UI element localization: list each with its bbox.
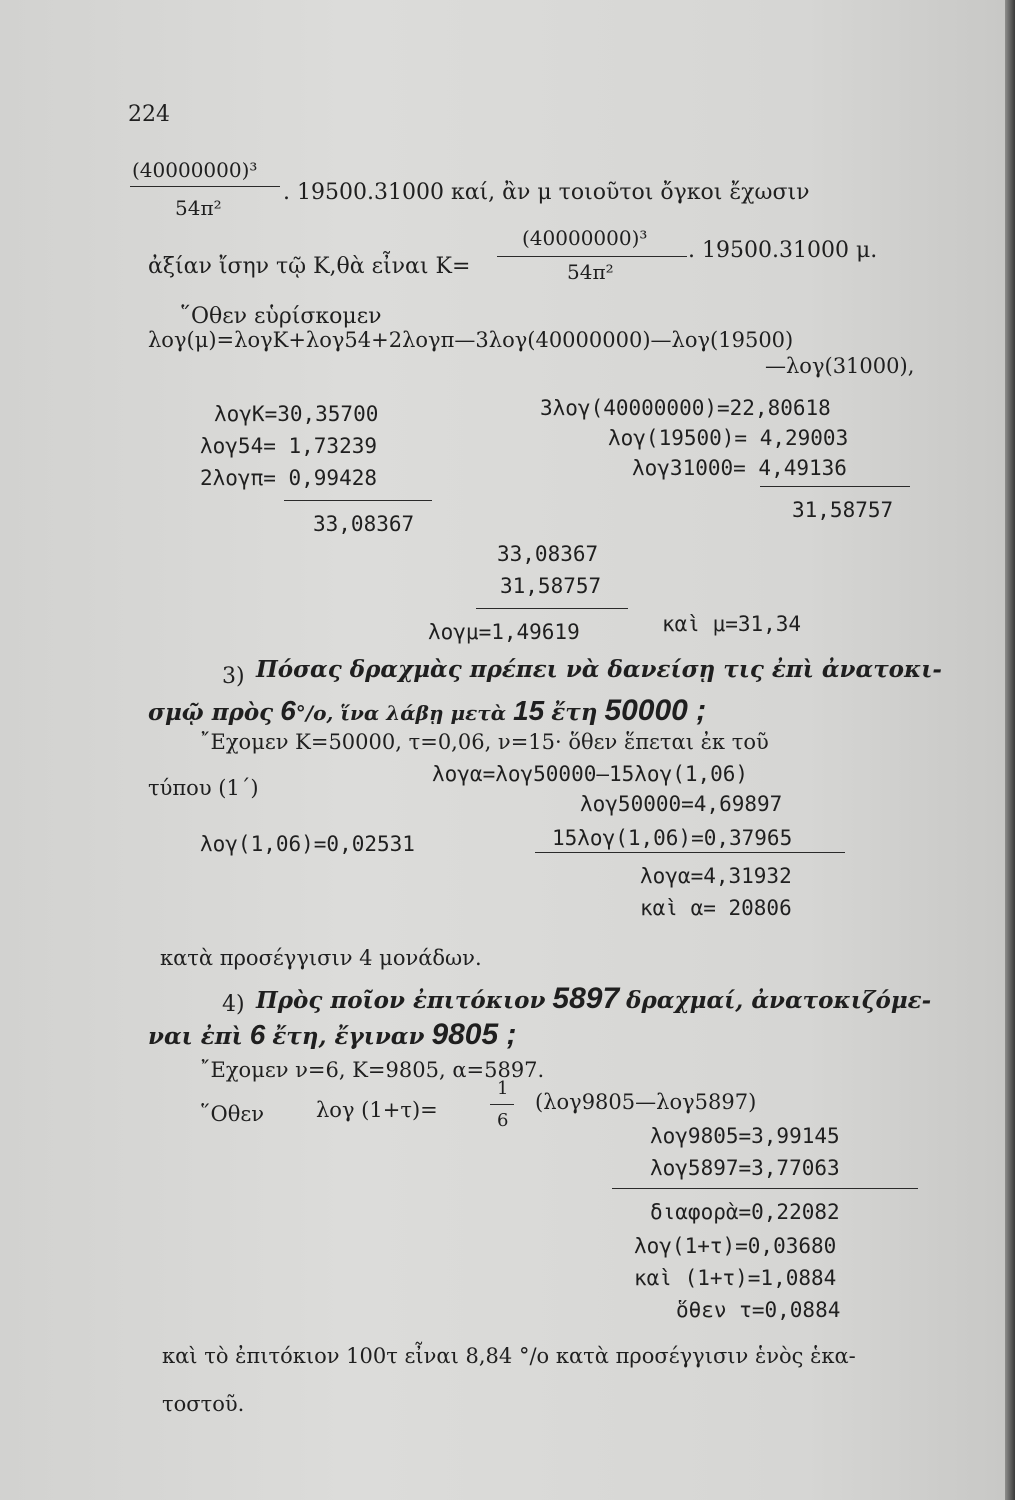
calc-line: λογ(1,06)=0,02531	[200, 832, 415, 856]
calc-line: 3λογ(40000000)=22,80618	[540, 396, 831, 420]
problem-text: Πόσας δραχμὰς πρέπει νὰ δανείσῃ τις ἐπὶ ἀνατοκι-	[256, 656, 942, 683]
problem-number-value: 9805 ;	[431, 1018, 517, 1051]
calc-line: λογα=λογ50000—15λογ(1,06)	[432, 762, 749, 786]
calc-line: λογ(19500)= 4,29003	[608, 426, 849, 450]
text-line: ῎Εχομεν ν=6, Κ=9805, α=5897.	[200, 1058, 545, 1082]
equation-line: —λογ(31000),	[765, 354, 915, 378]
calc-line: 31,58757	[500, 574, 602, 598]
calc-result: λογμ=1,49619	[428, 620, 580, 644]
problem-text: Πρὸς ποῖον ἐπιτόκιον	[256, 987, 546, 1014]
calc-line: λογ31000= 4,49136	[632, 456, 847, 480]
problem-number-value: 15	[513, 695, 545, 726]
text-line: ῞Οθεν εὑρίσκομεν	[180, 304, 382, 329]
text-line: . 19500.31000 καί, ἂν μ τοιοῦτοι ὄγκοι ἔχωσιν	[283, 180, 810, 205]
calc-result: καὶ (1+τ)=1,0884	[634, 1266, 837, 1290]
fraction-bar	[490, 1104, 514, 1105]
calc-result: καὶ μ=31,34	[662, 612, 802, 636]
calc-line: 2λογπ= 0,99428	[200, 466, 378, 490]
problem-text: ἔτη, ἔγιναν	[272, 1023, 425, 1050]
problem-number: 4)	[222, 992, 245, 1017]
calc-result: λογ(1+τ)=0,03680	[634, 1234, 837, 1258]
calc-line: 15λογ(1,06)=0,37965	[552, 826, 793, 850]
text-line: τοστοῦ.	[162, 1392, 245, 1416]
fraction-numerator: (40000000)³	[132, 158, 258, 182]
problem-text: δραχμαί, ἀνατοκιζόμε-	[626, 987, 932, 1014]
problem-text: σμῷ πρὸς	[148, 699, 274, 726]
calc-result: διαφορὰ=0,22082	[650, 1200, 840, 1224]
sum-rule	[760, 486, 910, 487]
sum-rule	[612, 1188, 918, 1189]
page-number: 224	[128, 102, 170, 127]
fraction-numerator: 1	[497, 1078, 509, 1099]
problem-text: ἔτη	[551, 699, 598, 726]
fraction-denominator: 54π²	[567, 260, 614, 284]
text-line: κατὰ προσέγγισιν 4 μονάδων.	[160, 946, 482, 970]
problem-number: 3)	[222, 664, 245, 689]
problem-number-value: 6	[280, 695, 296, 726]
text-line: ῎Εχομεν Κ=50000, τ=0,06, ν=15· ὅθεν ἕπεται ἐκ τοῦ	[200, 730, 769, 754]
text-line: . 19500.31000 μ.	[688, 238, 878, 263]
fraction-bar	[497, 256, 687, 257]
text-line: τύπου (1΄)	[148, 776, 259, 800]
problem-number-value: 6	[249, 1019, 266, 1050]
fraction-numerator: (40000000)³	[522, 226, 648, 250]
fraction-bar	[130, 186, 280, 187]
problem-number-value: 50000 ;	[604, 694, 707, 727]
calc-line: λογ54= 1,73239	[200, 434, 378, 458]
page-edge	[1005, 0, 1015, 1500]
calc-result: ὅθεν τ=0,0884	[676, 1298, 841, 1322]
calc-line: λογ5897=3,77063	[650, 1156, 840, 1180]
text-line: ῞Οθεν	[200, 1102, 265, 1126]
problem-text: ναι ἐπὶ	[148, 1023, 243, 1050]
calc-result: καὶ α= 20806	[640, 896, 792, 920]
problem-text: °/ο, ἵνα λάβῃ μετὰ	[295, 701, 507, 725]
calc-line: λογ50000=4,69897	[580, 792, 783, 816]
calc-result: λογα=4,31932	[640, 864, 792, 888]
fraction-denominator: 54π²	[175, 196, 222, 220]
calc-line: λογ9805=3,99145	[650, 1124, 840, 1148]
sum-rule	[535, 852, 845, 853]
fraction-denominator: 6	[497, 1110, 509, 1131]
equation-line: λογ(μ)=λογΚ+λογ54+2λογπ—3λογ(40000000)—λογ(19500)	[148, 328, 794, 352]
problem-number-value: 5897	[552, 982, 620, 1015]
sum-rule	[476, 608, 628, 609]
calc-result: 33,08367	[313, 512, 415, 536]
sum-rule	[284, 500, 432, 501]
text-line: καὶ τὸ ἐπιτόκιον 100τ εἶναι 8,84 °/ο κατὰ προσέγγισιν ἑνὸς ἑκα-	[162, 1344, 856, 1368]
calc-line: 33,08367	[497, 542, 599, 566]
calc-result: 31,58757	[792, 498, 894, 522]
text-line: ἀξίαν ἴσην τῷ Κ,θὰ εἶναι Κ=	[148, 254, 471, 279]
equation-line: λογ (1+τ)=	[316, 1098, 438, 1122]
equation-line: (λογ9805—λογ5897)	[535, 1090, 757, 1114]
calc-line: λογΚ=30,35700	[214, 402, 379, 426]
